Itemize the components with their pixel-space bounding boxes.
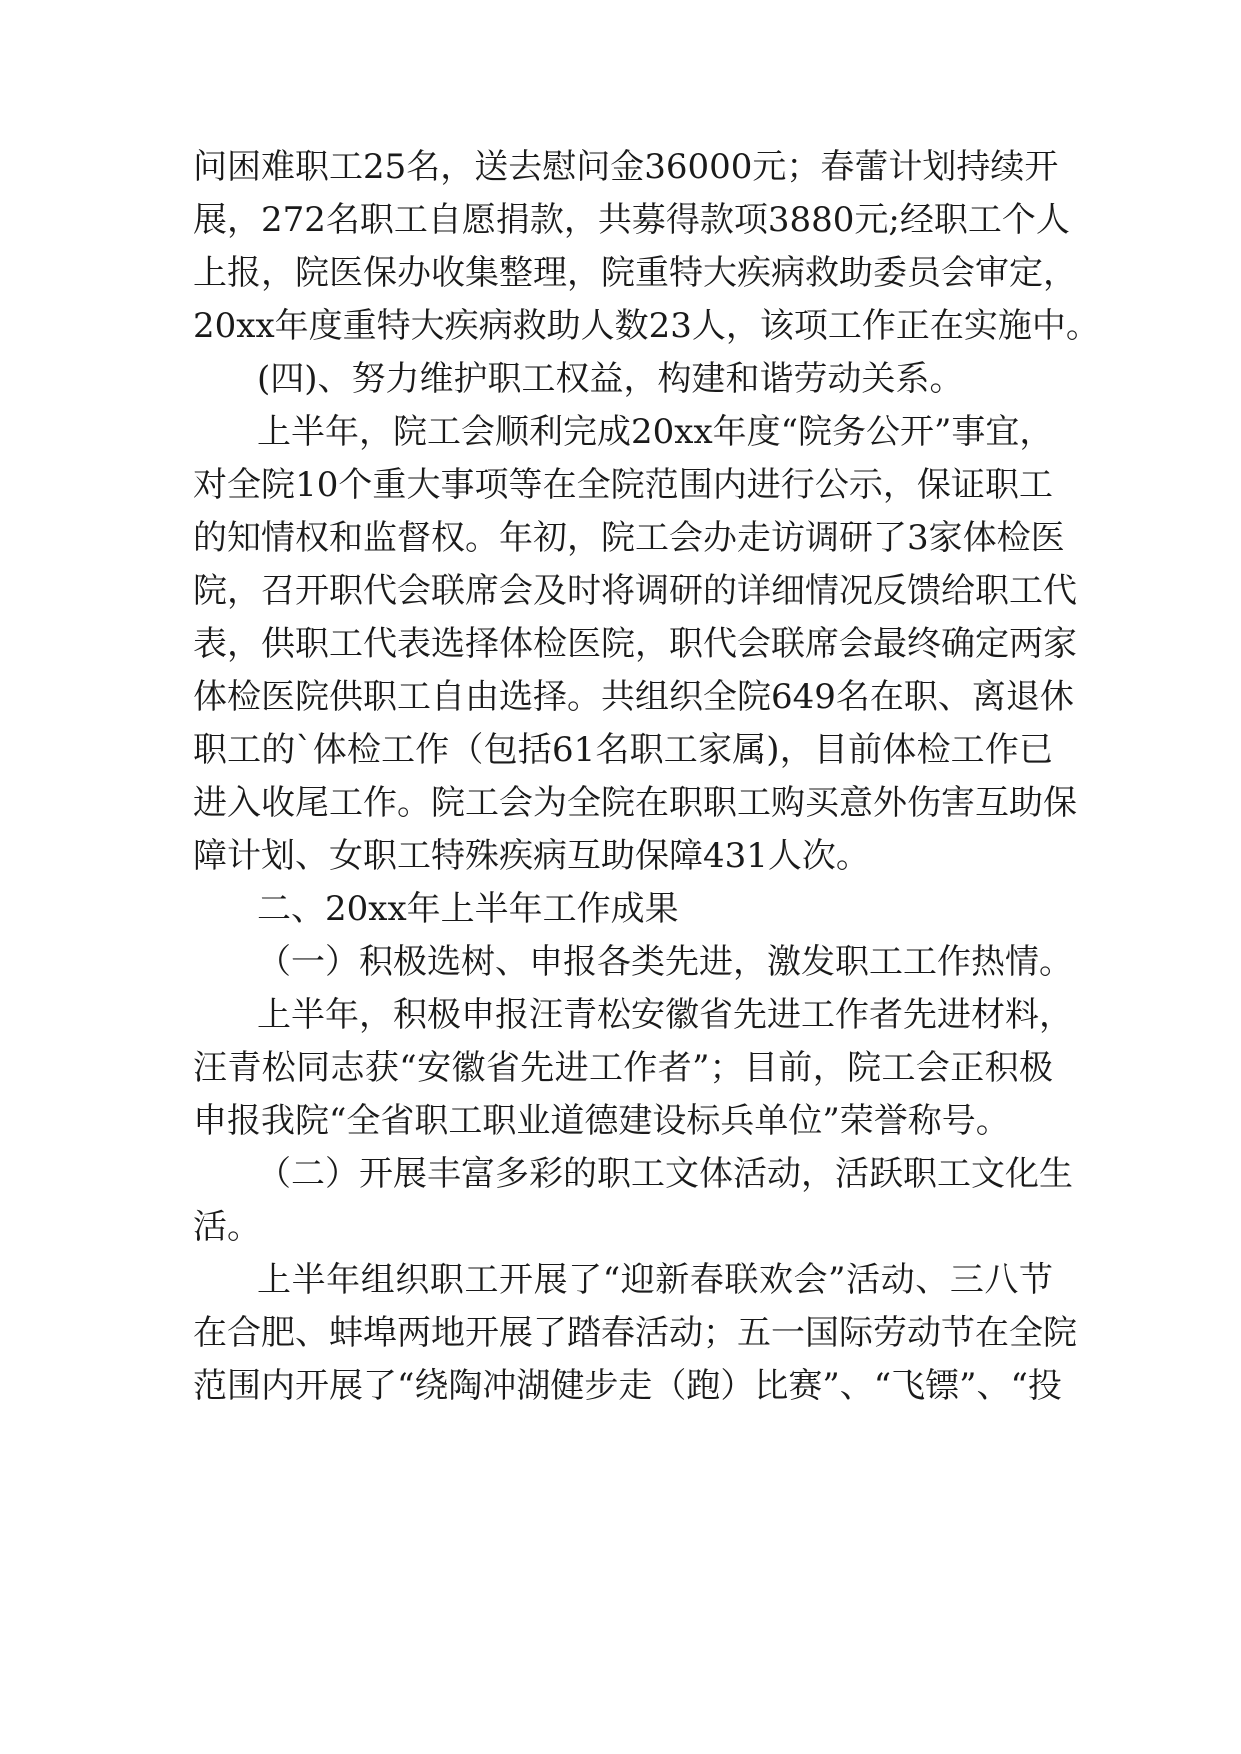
text-line: 范围内开展了“绕陶冲湖健步走（跑）比赛”、“飞镖”、“投: [193, 1366, 1062, 1406]
text-line: 院，召开职代会联席会及时将调研的详细情况反馈给职工代: [193, 571, 1077, 611]
text-line: 上半年，积极申报汪青松安徽省先进工作者先进材料，: [257, 995, 1073, 1035]
section-heading: 二、20xx年上半年工作成果: [257, 889, 679, 929]
text-line: 上半年，院工会顺利完成20xx年度“院务公开”事宜，: [257, 412, 1054, 452]
text-line: 进入收尾工作。院工会为全院在职职工购买意外伤害互助保: [193, 783, 1077, 823]
text-line: 体检医院供职工自由选择。共组织全院649名在职、离退休: [193, 677, 1074, 717]
text-line: 在合肥、蚌埠两地开展了踏春活动；五一国际劳动节在全院: [193, 1313, 1077, 1353]
text-line: 展，272名职工自愿捐款，共募得款项3880元;经职工个人: [193, 200, 1070, 240]
text-line: 的知情权和监督权。年初，院工会办走访调研了3家体检医: [193, 518, 1065, 558]
text-line: 问困难职工25名，送去慰问金36000元；春蕾计划持续开: [193, 147, 1059, 187]
subsection-heading: （二）开展丰富多彩的职工文体活动，活跃职工文化生: [257, 1154, 1073, 1194]
text-line: 上半年组织职工开展了“迎新春联欢会”活动、三八节: [257, 1260, 1053, 1300]
text-line: 职工的`体检工作（包括61名职工家属)，目前体检工作已: [193, 730, 1053, 770]
text-line: 汪青松同志获“安徽省先进工作者”；目前，院工会正积极: [193, 1048, 1053, 1088]
text-line: 障计划、女职工特殊疾病互助保障431人次。: [193, 836, 870, 876]
section-heading: (四)、努力维护职工权益，构建和谐劳动关系。: [257, 359, 964, 399]
text-line: 申报我院“全省职工职业道德建设标兵单位”荣誉称号。: [193, 1101, 1010, 1141]
subsection-heading-continued: 活。: [193, 1207, 261, 1247]
text-line: 对全院10个重大事项等在全院范围内进行公示，保证职工: [193, 465, 1053, 505]
text-line: 表，供职工代表选择体检医院，职代会联席会最终确定两家: [193, 624, 1077, 664]
text-line: 20xx年度重特大疾病救助人数23人，该项工作正在实施中。: [193, 306, 1100, 346]
text-line: 上报，院医保办收集整理，院重特大疾病救助委员会审定，: [193, 253, 1077, 293]
subsection-heading: （一）积极选树、申报各类先进，激发职工工作热情。: [257, 942, 1073, 982]
